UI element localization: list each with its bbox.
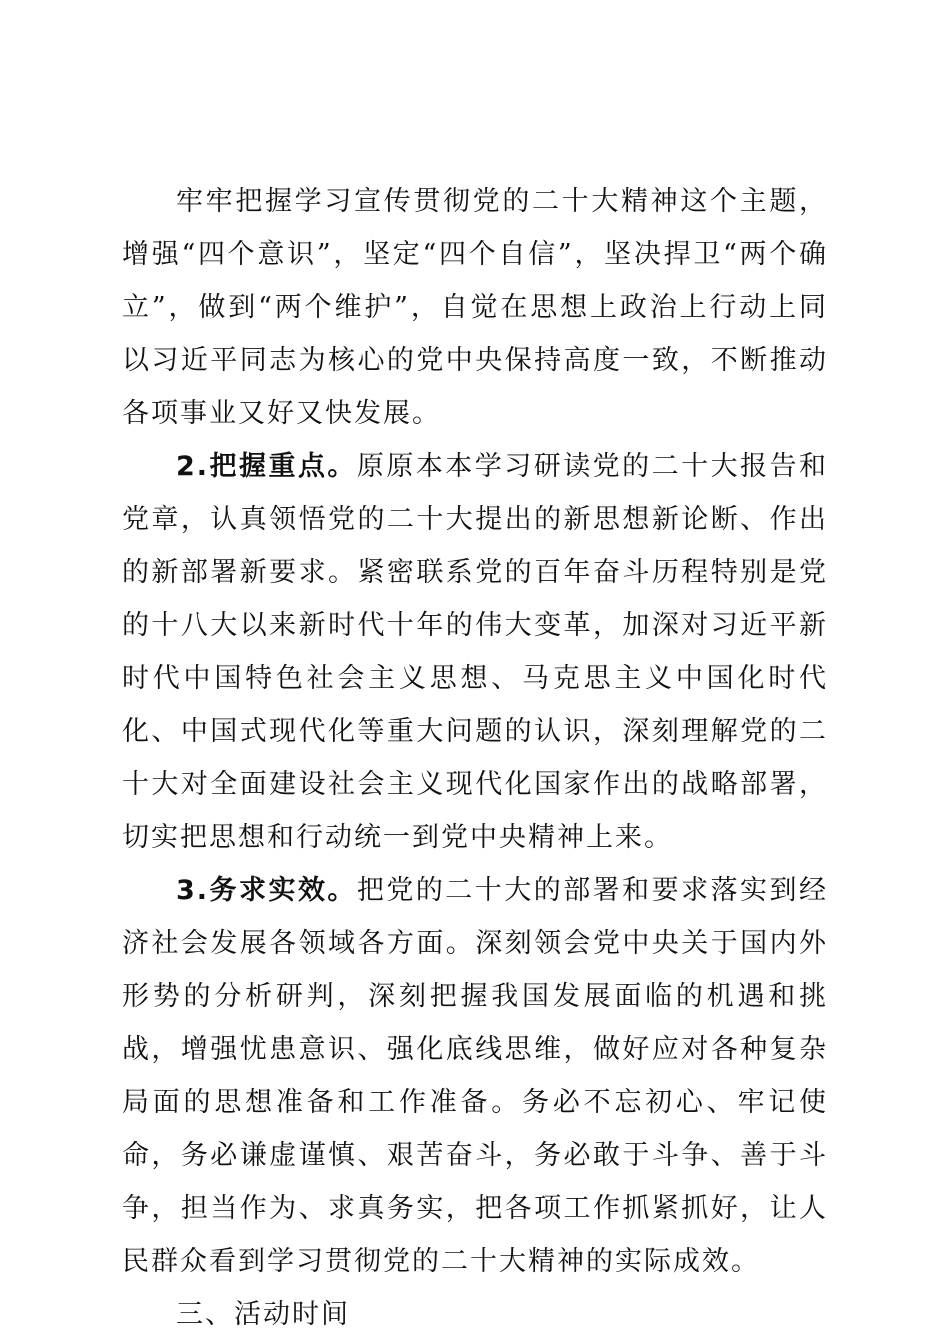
paragraph-key-points bbox=[122, 440, 828, 864]
paragraph-effectiveness-lead: 3.务求实效。 bbox=[176, 875, 357, 906]
section-heading: 三、活动时间 bbox=[176, 1299, 350, 1330]
paragraph-key-points-text: 原原本本学习研读党的二十大报告和党章，认真领悟党的二十大提出的新思想新论断、作出的新部署新要求。紧密联系党的百年奋斗历程特别是党的十八大以来新时代十年的伟大变革，加深对习近平新时代中国特色社会主义思想、马克思主义中国化时代化、中国式现代化等重大问题的认识，深刻理解党的二十大对全面建设社会主义现代化国家作出的战略部署，切实把思想和行动统一到党中央精神上来。 bbox=[122, 451, 828, 853]
paragraph-key-points-lead: 2.把握重点。 bbox=[176, 451, 357, 482]
document-body bbox=[122, 175, 828, 1341]
paragraph-effectiveness-text: 把党的二十大的部署和要求落实到经济社会发展各领域各方面。深刻领会党中央关于国内外形势的分析研判，深刻把握我国发展面临的机遇和挑战，增强忧患意识、强化底线思维，做好应对各种复杂局面的思想准备和工作准备。务必不忘初心、牢记使命，务必谦虚谨慎、艰苦奋斗，务必敢于斗争、善于斗争，担当作为、求真务实，把各项工作抓紧抓好，让人民群众看到学习贯彻党的二十大精神的实际成效。 bbox=[122, 875, 828, 1277]
paragraph-theme-text: 牢牢把握学习宣传贯彻党的二十大精神这个主题，增强“四个意识”，坚定“四个自信”，坚决捍卫“两个确立”，做到“两个维护”，自觉在思想上政治上行动上同以习近平同志为核心的党中央保持高度一致，不断推动各项事业又好又快发展。 bbox=[122, 186, 828, 429]
paragraph-theme bbox=[122, 175, 828, 440]
paragraph-effectiveness bbox=[122, 864, 828, 1288]
